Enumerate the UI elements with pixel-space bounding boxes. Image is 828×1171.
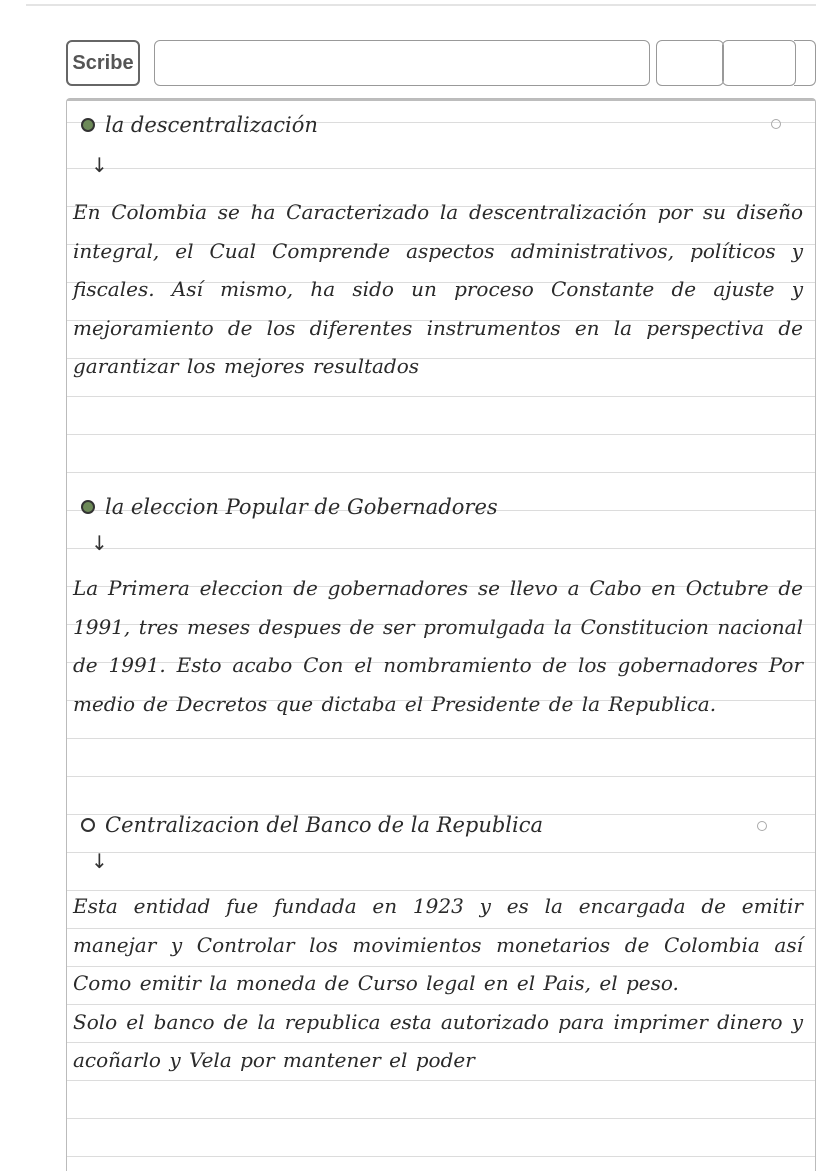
section-title-text: Centralizacion del Banco de la Republica: [105, 813, 543, 837]
section-title: [81, 113, 318, 137]
notebook-page: [66, 98, 816, 1171]
paragraph-text: Esta entidad fue fundada en 1923 y es la encargada de emitir manejar y Controlar los movimientos monetarios de Colombia así Como emitir la moneda de Curso legal en el Pais, el peso.: [73, 894, 803, 995]
circle-mark-icon: [757, 821, 767, 831]
header-box-4: [794, 40, 816, 86]
paragraph-text: La Primera eleccion de gobernadores se llevo a Cabo en Octubre de 1991, tres meses despues de ser promulgada la Constitucion nacional de 1991. Esto acabo Con el nombramiento de los gobernadores Por medio de Decretos que dictaba el Presidente de la Republica.: [73, 576, 803, 716]
arrow-down-icon: ↓: [91, 849, 108, 873]
header-box-3: [722, 40, 796, 86]
section-paragraph: [73, 569, 803, 723]
arrow-down-icon: ↓: [91, 531, 108, 555]
scribe-logo: Scribe: [66, 40, 140, 86]
header-title-box: [154, 40, 650, 86]
section-title: [81, 495, 498, 519]
section-paragraph: [73, 887, 803, 1080]
section-title-text: la eleccion Popular de Gobernadores: [105, 495, 498, 519]
bullet-icon: [81, 118, 95, 132]
bullet-icon: [81, 818, 95, 832]
header-box-2: [656, 40, 724, 86]
top-rule: [26, 4, 816, 6]
section-title-text: la descentralización: [105, 113, 318, 137]
paragraph-text: En Colombia se ha Caracterizado la descentralización por su diseño integral, el Cual Comprende aspectos administrativos, políticos y fiscales. Así mismo, ha sido un proceso Constante de ajuste y mejoramiento de los diferentes instrumentos en la perspectiva de garantizar los mejores resultados: [73, 200, 803, 378]
section-title: [81, 813, 543, 837]
header: [66, 40, 816, 90]
section-paragraph: [73, 193, 803, 386]
page-top-rule: [67, 99, 815, 101]
circle-mark-icon: [771, 119, 781, 129]
arrow-down-icon: ↓: [91, 153, 108, 177]
bullet-icon: [81, 500, 95, 514]
paragraph-text: Solo el banco de la republica esta autorizado para imprimer dinero y acoñarlo y Vela por mantener el poder: [73, 1009, 803, 1072]
